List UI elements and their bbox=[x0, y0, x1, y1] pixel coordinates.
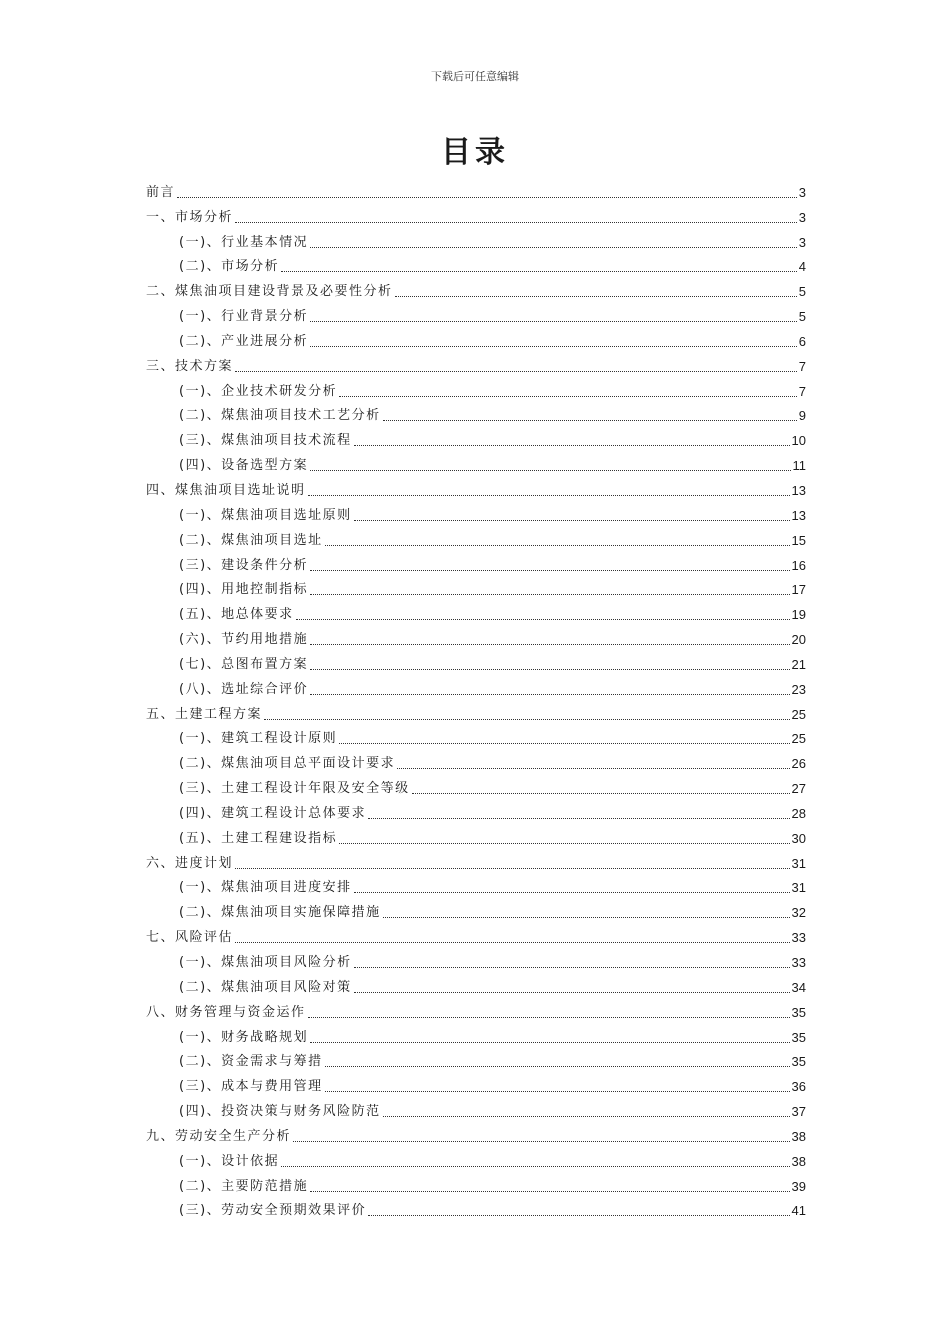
toc-title: 目录 bbox=[441, 135, 509, 170]
toc-entry-page-number: 34 bbox=[791, 979, 806, 995]
toc-entry-section[interactable] bbox=[146, 971, 806, 996]
toc-entry-label: (二)、煤焦油项目实施保障措施 bbox=[179, 905, 381, 921]
toc-dot-leader bbox=[310, 669, 789, 670]
toc-entry-section[interactable] bbox=[146, 723, 806, 748]
toc-entry-section[interactable] bbox=[146, 872, 806, 897]
toc-entry-page-number: 5 bbox=[798, 284, 806, 300]
toc-entry-label: (八)、选址综合评价 bbox=[179, 681, 309, 697]
toc-entry-page-number: 13 bbox=[791, 507, 806, 523]
toc-entry-section[interactable] bbox=[146, 1195, 806, 1220]
toc-dot-leader bbox=[412, 793, 790, 794]
toc-entry-page-number: 21 bbox=[791, 656, 806, 672]
toc-dot-leader bbox=[368, 1215, 789, 1216]
toc-dot-leader bbox=[310, 247, 797, 248]
toc-entry-label: (一)、行业背景分析 bbox=[179, 309, 309, 325]
toc-entry-label: 六、进度计划 bbox=[146, 855, 234, 871]
toc-entry-page-number: 39 bbox=[791, 1178, 806, 1194]
table-of-contents bbox=[146, 176, 806, 1219]
toc-entry-label: 前言 bbox=[146, 184, 176, 200]
toc-entry-label: (一)、行业基本情况 bbox=[179, 234, 309, 250]
toc-entry-label: 三、技术方案 bbox=[146, 358, 234, 374]
toc-entry-section[interactable] bbox=[146, 549, 806, 574]
toc-entry-section[interactable] bbox=[146, 1046, 806, 1071]
toc-entry-label: 二、煤焦油项目建设背景及必要性分析 bbox=[146, 284, 393, 300]
toc-entry-page-number: 31 bbox=[791, 880, 806, 896]
toc-entry-label: (二)、煤焦油项目技术工艺分析 bbox=[179, 408, 381, 424]
toc-entry-page-number: 37 bbox=[791, 1104, 806, 1120]
toc-entry-chapter[interactable] bbox=[146, 474, 806, 499]
toc-entry-section[interactable] bbox=[146, 772, 806, 797]
toc-dot-leader bbox=[310, 570, 789, 571]
toc-entry-page-number: 30 bbox=[791, 830, 806, 846]
toc-entry-section[interactable] bbox=[146, 1021, 806, 1046]
toc-entry-page-number: 38 bbox=[791, 1128, 806, 1144]
toc-dot-leader bbox=[177, 197, 797, 198]
toc-entry-section[interactable] bbox=[146, 226, 806, 251]
toc-entry-label: (二)、产业进展分析 bbox=[179, 333, 309, 349]
toc-entry-section[interactable] bbox=[146, 822, 806, 847]
toc-entry-label: (二)、煤焦油项目风险对策 bbox=[179, 979, 352, 995]
toc-dot-leader bbox=[339, 396, 797, 397]
toc-dot-leader bbox=[383, 917, 790, 918]
toc-dot-leader bbox=[325, 1091, 790, 1092]
toc-entry-label: 五、土建工程方案 bbox=[146, 706, 263, 722]
toc-entry-section[interactable] bbox=[146, 325, 806, 350]
toc-entry-page-number: 6 bbox=[798, 333, 806, 349]
toc-entry-page-number: 25 bbox=[791, 706, 806, 722]
toc-entry-label: 九、劳动安全生产分析 bbox=[146, 1128, 292, 1144]
toc-entry-label: (六)、节约用地措施 bbox=[179, 632, 309, 648]
toc-entry-page-number: 3 bbox=[798, 209, 806, 225]
toc-entry-label: (二)、市场分析 bbox=[179, 259, 280, 275]
toc-entry-page-number: 35 bbox=[791, 1004, 806, 1020]
toc-entry-page-number: 5 bbox=[798, 309, 806, 325]
toc-entry-page-number: 31 bbox=[791, 855, 806, 871]
toc-dot-leader bbox=[368, 818, 789, 819]
toc-entry-label: (四)、建筑工程设计总体要求 bbox=[179, 805, 367, 821]
toc-entry-label: (五)、土建工程建设指标 bbox=[179, 830, 338, 846]
toc-entry-chapter[interactable] bbox=[146, 275, 806, 300]
toc-entry-section[interactable] bbox=[146, 896, 806, 921]
toc-entry-page-number: 28 bbox=[791, 805, 806, 821]
toc-entry-label: (一)、煤焦油项目风险分析 bbox=[179, 955, 352, 970]
toc-entry-section[interactable] bbox=[146, 598, 806, 623]
toc-dot-leader bbox=[310, 694, 789, 695]
page-header-note: 下载后可任意编辑 bbox=[431, 70, 519, 83]
toc-dot-leader bbox=[310, 1191, 789, 1192]
toc-entry-page-number: 38 bbox=[791, 1153, 806, 1169]
toc-entry-label: (三)、建设条件分析 bbox=[179, 557, 309, 573]
toc-dot-leader bbox=[383, 1116, 790, 1117]
toc-entry-section[interactable] bbox=[146, 251, 806, 276]
toc-entry-section[interactable] bbox=[146, 1095, 806, 1120]
toc-entry-chapter[interactable] bbox=[146, 201, 806, 226]
toc-entry-label: (一)、设计依据 bbox=[179, 1153, 280, 1169]
toc-entry-section[interactable] bbox=[146, 747, 806, 772]
toc-entry-label: (四)、用地控制指标 bbox=[179, 582, 309, 598]
toc-entry-label: (一)、企业技术研发分析 bbox=[179, 383, 338, 399]
toc-entry-label: (二)、主要防范措施 bbox=[179, 1178, 309, 1194]
toc-entry-page-number: 32 bbox=[791, 905, 806, 921]
toc-entry-section[interactable] bbox=[146, 524, 806, 549]
toc-entry-page-number: 9 bbox=[798, 408, 806, 424]
toc-entry-label: 八、财务管理与资金运作 bbox=[146, 1004, 306, 1020]
toc-dot-leader bbox=[281, 271, 797, 272]
toc-entry-label: (五)、地总体要求 bbox=[179, 607, 294, 623]
toc-entry-section[interactable] bbox=[146, 673, 806, 698]
toc-dot-leader bbox=[235, 868, 790, 869]
toc-entry-page-number: 35 bbox=[791, 1029, 806, 1045]
toc-dot-leader bbox=[235, 222, 797, 223]
toc-dot-leader bbox=[264, 719, 790, 720]
toc-dot-leader bbox=[395, 296, 797, 297]
toc-dot-leader bbox=[281, 1166, 789, 1167]
toc-entry-page-number: 7 bbox=[798, 358, 806, 374]
toc-entry-chapter[interactable] bbox=[146, 1120, 806, 1145]
toc-entry-section[interactable] bbox=[146, 648, 806, 673]
toc-entry-chapter[interactable] bbox=[146, 176, 806, 201]
toc-entry-label: (二)、煤焦油项目选址 bbox=[179, 532, 323, 548]
toc-entry-page-number: 41 bbox=[791, 1203, 806, 1219]
toc-entry-section[interactable] bbox=[146, 623, 806, 648]
toc-dot-leader bbox=[310, 321, 797, 322]
toc-entry-section[interactable] bbox=[146, 1170, 806, 1195]
toc-entry-page-number: 20 bbox=[791, 632, 806, 648]
toc-dot-leader bbox=[354, 520, 790, 521]
toc-entry-label: (三)、劳动安全预期效果评价 bbox=[179, 1203, 367, 1219]
toc-entry-chapter[interactable] bbox=[146, 350, 806, 375]
toc-entry-section[interactable] bbox=[146, 375, 806, 400]
toc-entry-chapter[interactable] bbox=[146, 698, 806, 723]
toc-entry-section[interactable] bbox=[146, 300, 806, 325]
toc-dot-leader bbox=[310, 470, 790, 471]
toc-entry-label: (三)、成本与费用管理 bbox=[179, 1079, 323, 1095]
toc-dot-leader bbox=[354, 967, 790, 968]
toc-dot-leader bbox=[296, 619, 790, 620]
toc-entry-page-number: 25 bbox=[791, 731, 806, 747]
toc-entry-page-number: 7 bbox=[798, 383, 806, 399]
toc-entry-page-number: 36 bbox=[791, 1079, 806, 1095]
toc-entry-page-number: 15 bbox=[791, 532, 806, 548]
toc-entry-page-number: 16 bbox=[791, 557, 806, 573]
toc-dot-leader bbox=[293, 1141, 790, 1142]
toc-dot-leader bbox=[308, 495, 790, 496]
toc-entry-section[interactable] bbox=[146, 424, 806, 449]
toc-entry-page-number: 33 bbox=[791, 930, 806, 946]
toc-entry-page-number: 4 bbox=[798, 259, 806, 275]
toc-entry-label: (四)、设备选型方案 bbox=[179, 458, 309, 474]
toc-entry-chapter[interactable] bbox=[146, 996, 806, 1021]
toc-dot-leader bbox=[310, 594, 789, 595]
toc-entry-page-number: 10 bbox=[791, 433, 806, 449]
toc-dot-leader bbox=[235, 942, 790, 943]
toc-entry-label: 四、煤焦油项目选址说明 bbox=[146, 482, 306, 498]
toc-dot-leader bbox=[310, 346, 797, 347]
toc-entry-page-number: 13 bbox=[791, 482, 806, 498]
toc-entry-section[interactable] bbox=[146, 797, 806, 822]
toc-entry-page-number: 19 bbox=[791, 607, 806, 623]
toc-dot-leader bbox=[310, 644, 789, 645]
toc-entry-label: (三)、土建工程设计年限及安全等级 bbox=[179, 781, 410, 797]
toc-entry-label: 七、风险评估 bbox=[146, 930, 234, 946]
toc-dot-leader bbox=[339, 843, 789, 844]
toc-dot-leader bbox=[308, 1017, 790, 1018]
toc-entry-section[interactable] bbox=[146, 946, 806, 971]
toc-entry-label: (一)、财务战略规划 bbox=[179, 1029, 309, 1045]
toc-entry-page-number: 33 bbox=[791, 955, 806, 970]
toc-entry-page-number: 17 bbox=[791, 582, 806, 598]
toc-entry-chapter[interactable] bbox=[146, 921, 806, 946]
toc-entry-label: (一)、建筑工程设计原则 bbox=[179, 731, 338, 747]
toc-entry-page-number: 27 bbox=[791, 781, 806, 797]
toc-entry-label: 一、市场分析 bbox=[146, 209, 234, 225]
toc-dot-leader bbox=[310, 1042, 789, 1043]
toc-entry-label: (二)、煤焦油项目总平面设计要求 bbox=[179, 756, 396, 772]
toc-dot-leader bbox=[235, 371, 797, 372]
toc-entry-section[interactable] bbox=[146, 449, 806, 474]
toc-dot-leader bbox=[354, 992, 790, 993]
toc-entry-page-number: 3 bbox=[798, 234, 806, 250]
toc-entry-page-number: 35 bbox=[791, 1054, 806, 1070]
toc-dot-leader bbox=[354, 892, 790, 893]
toc-entry-label: (二)、资金需求与筹措 bbox=[179, 1054, 323, 1070]
toc-entry-section[interactable] bbox=[146, 499, 806, 524]
toc-entry-section[interactable] bbox=[146, 1145, 806, 1170]
toc-dot-leader bbox=[383, 420, 797, 421]
toc-dot-leader bbox=[325, 545, 790, 546]
toc-entry-page-number: 3 bbox=[798, 184, 806, 200]
toc-entry-page-number: 26 bbox=[791, 756, 806, 772]
toc-entry-label: (七)、总图布置方案 bbox=[179, 656, 309, 672]
toc-entry-chapter[interactable] bbox=[146, 847, 806, 872]
toc-entry-section[interactable] bbox=[146, 1070, 806, 1095]
toc-dot-leader bbox=[354, 445, 790, 446]
toc-entry-section[interactable] bbox=[146, 574, 806, 599]
toc-entry-page-number: 11 bbox=[792, 458, 806, 474]
toc-dot-leader bbox=[339, 743, 789, 744]
toc-dot-leader bbox=[325, 1066, 790, 1067]
toc-entry-section[interactable] bbox=[146, 400, 806, 425]
toc-entry-label: (四)、投资决策与财务风险防范 bbox=[179, 1104, 381, 1120]
toc-entry-page-number: 23 bbox=[791, 681, 806, 697]
toc-entry-label: (三)、煤焦油项目技术流程 bbox=[179, 433, 352, 449]
toc-dot-leader bbox=[397, 768, 789, 769]
toc-entry-label: (一)、煤焦油项目进度安排 bbox=[179, 880, 352, 896]
toc-entry-label: (一)、煤焦油项目选址原则 bbox=[179, 507, 352, 523]
